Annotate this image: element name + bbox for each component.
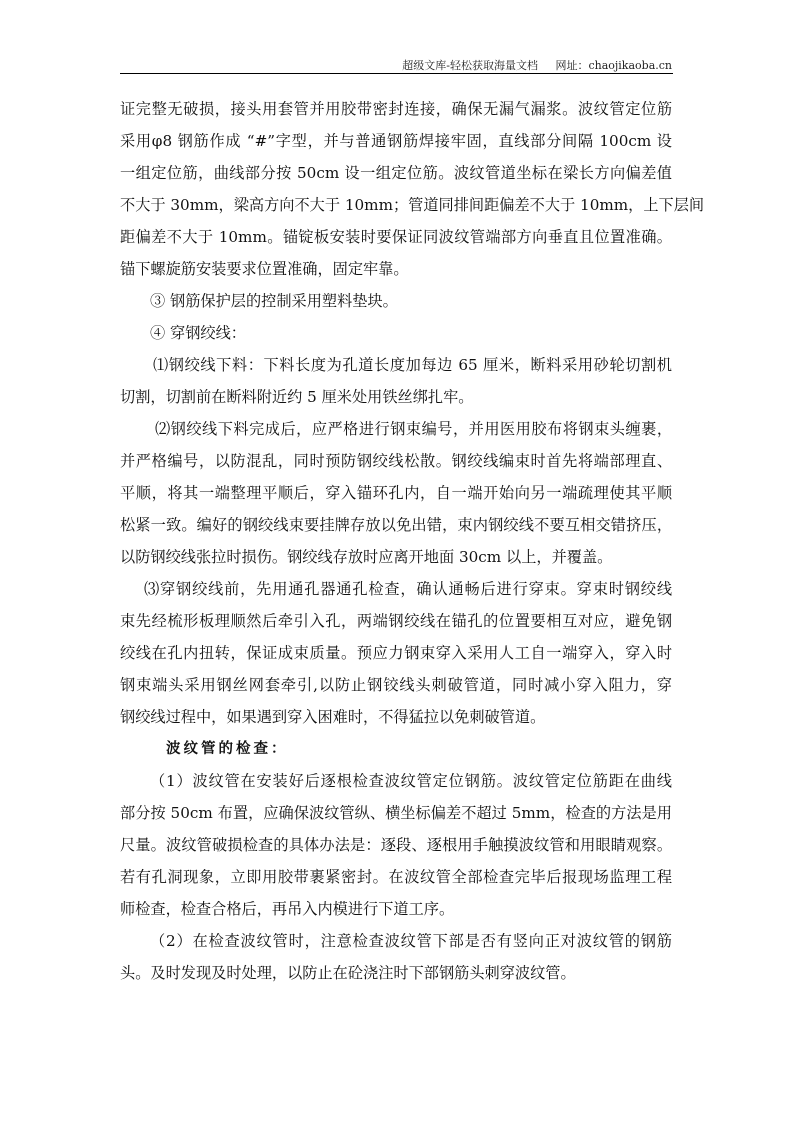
- text-line: 距偏差不大于 10mm。锚锭板安装时要保证同波纹管端部方向垂直且位置准确。: [120, 228, 672, 246]
- text-line: ⑴钢绞线下料：下料长度为孔道长度加每边 65 厘米，断料采用砂轮切割机: [153, 356, 672, 374]
- text-line: 平顺，将其一端整理平顺后，穿入锚环孔内，自一端开始向另一端疏理使其平顺: [120, 484, 672, 502]
- header-site-name: 超级文库-轻松获取海量文档: [402, 59, 538, 72]
- header-divider: [120, 73, 673, 74]
- text-line: 若有孔洞现象，立即用胶带裹紧密封。在波纹管全部检查完毕后报现场监理工程: [120, 868, 672, 886]
- paragraph-check-1: [120, 765, 672, 925]
- text-line: 尺量。波纹管破损检查的具体办法是：逐段、逐根用手触摸波纹管和用眼睛观察。: [120, 836, 672, 854]
- text-line: （2）在检查波纹管时，注意检查波纹管下部是否有竖向正对波纹管的钢筋: [150, 932, 672, 950]
- text-line: 松紧一致。编好的钢绞线束要挂牌存放以免出错，束内钢绞线不要互相交错挤压，: [120, 516, 672, 534]
- section-heading: [120, 733, 672, 765]
- paragraph-continued: [120, 93, 705, 285]
- text-line: 以防钢绞线张拉时损伤。钢绞线存放时应离开地面 30cm 以上，并覆盖。: [120, 548, 613, 566]
- paragraph-step-3: [120, 573, 672, 733]
- header-url: 网址：chaojikaoba.cn: [555, 59, 672, 72]
- text-line: 切割，切割前在断料附近约 5 厘米处用铁丝绑扎牢。: [120, 388, 474, 406]
- text-line: 钢束端头采用钢丝网套牵引,以防止钢铰线头刺破管道，同时减小穿入阻力，穿: [120, 676, 672, 694]
- text-line: ⑶穿钢绞线前，先用通孔器通孔检查，确认通畅后进行穿束。穿束时钢绞线: [144, 580, 672, 598]
- text-line: ③ 钢筋保护层的控制采用塑料垫块。: [150, 292, 398, 310]
- text-line: 证完整无破损，接头用套管并用胶带密封连接，确保无漏气漏浆。波纹管定位筋: [120, 100, 672, 118]
- text-line: ⑵钢绞线下料完成后，应严格进行钢束编号，并用医用胶布将钢束头缠裹，: [155, 420, 672, 438]
- page-header: [120, 57, 672, 73]
- text-line: 师检查，检查合格后，再吊入内模进行下道工序。: [120, 900, 455, 918]
- text-line: 一组定位筋，曲线部分按 50cm 设一组定位筋。波纹管道坐标在梁长方向偏差值: [120, 164, 672, 182]
- text-line: 钢绞线过程中，如果遇到穿入困难时，不得猛拉以免刺破管道。: [120, 708, 546, 726]
- text-line: 束先经梳形板理顺然后牵引入孔，两端钢绞线在锚孔的位置要相互对应，避免钢: [120, 612, 672, 630]
- text-line: 锚下螺旋筋安装要求位置准确，固定牢靠。: [120, 260, 409, 278]
- text-line: ④ 穿钢绞线：: [150, 324, 246, 342]
- text-line: 绞线在孔内扭转，保证成束质量。预应力钢束穿入采用人工自一端穿入，穿入时: [120, 644, 672, 662]
- text-line: 并严格编号，以防混乱，同时预防钢绞线松散。钢绞线编束时首先将端部理直、: [120, 452, 672, 470]
- paragraph-step-2: [120, 413, 672, 573]
- text-line: 采用φ8 钢筋作成 “#”字型，并与普通钢筋焊接牢固，直线部分间隔 100cm 设: [120, 132, 672, 150]
- text-line: 波纹管的检查：: [166, 741, 289, 757]
- paragraph-item-4: [120, 317, 672, 349]
- text-line: 不大于 30mm，梁高方向不大于 10mm；管道同排间距偏差不大于 10mm，上下层间: [120, 196, 705, 214]
- text-line: （1）波纹管在安装好后逐根检查波纹管定位钢筋。波纹管定位筋距在曲线: [150, 772, 672, 790]
- text-line: 部分按 50cm 布置，应确保波纹管纵、横坐标偏差不超过 5mm，检查的方法是用: [120, 804, 672, 822]
- paragraph-check-2: [120, 925, 672, 989]
- paragraph-item-3: [120, 285, 672, 317]
- text-line: 头。及时发现及时处理，以防止在砼浇注时下部钢筋头刺穿波纹管。: [120, 964, 576, 982]
- paragraph-step-1: [120, 349, 672, 413]
